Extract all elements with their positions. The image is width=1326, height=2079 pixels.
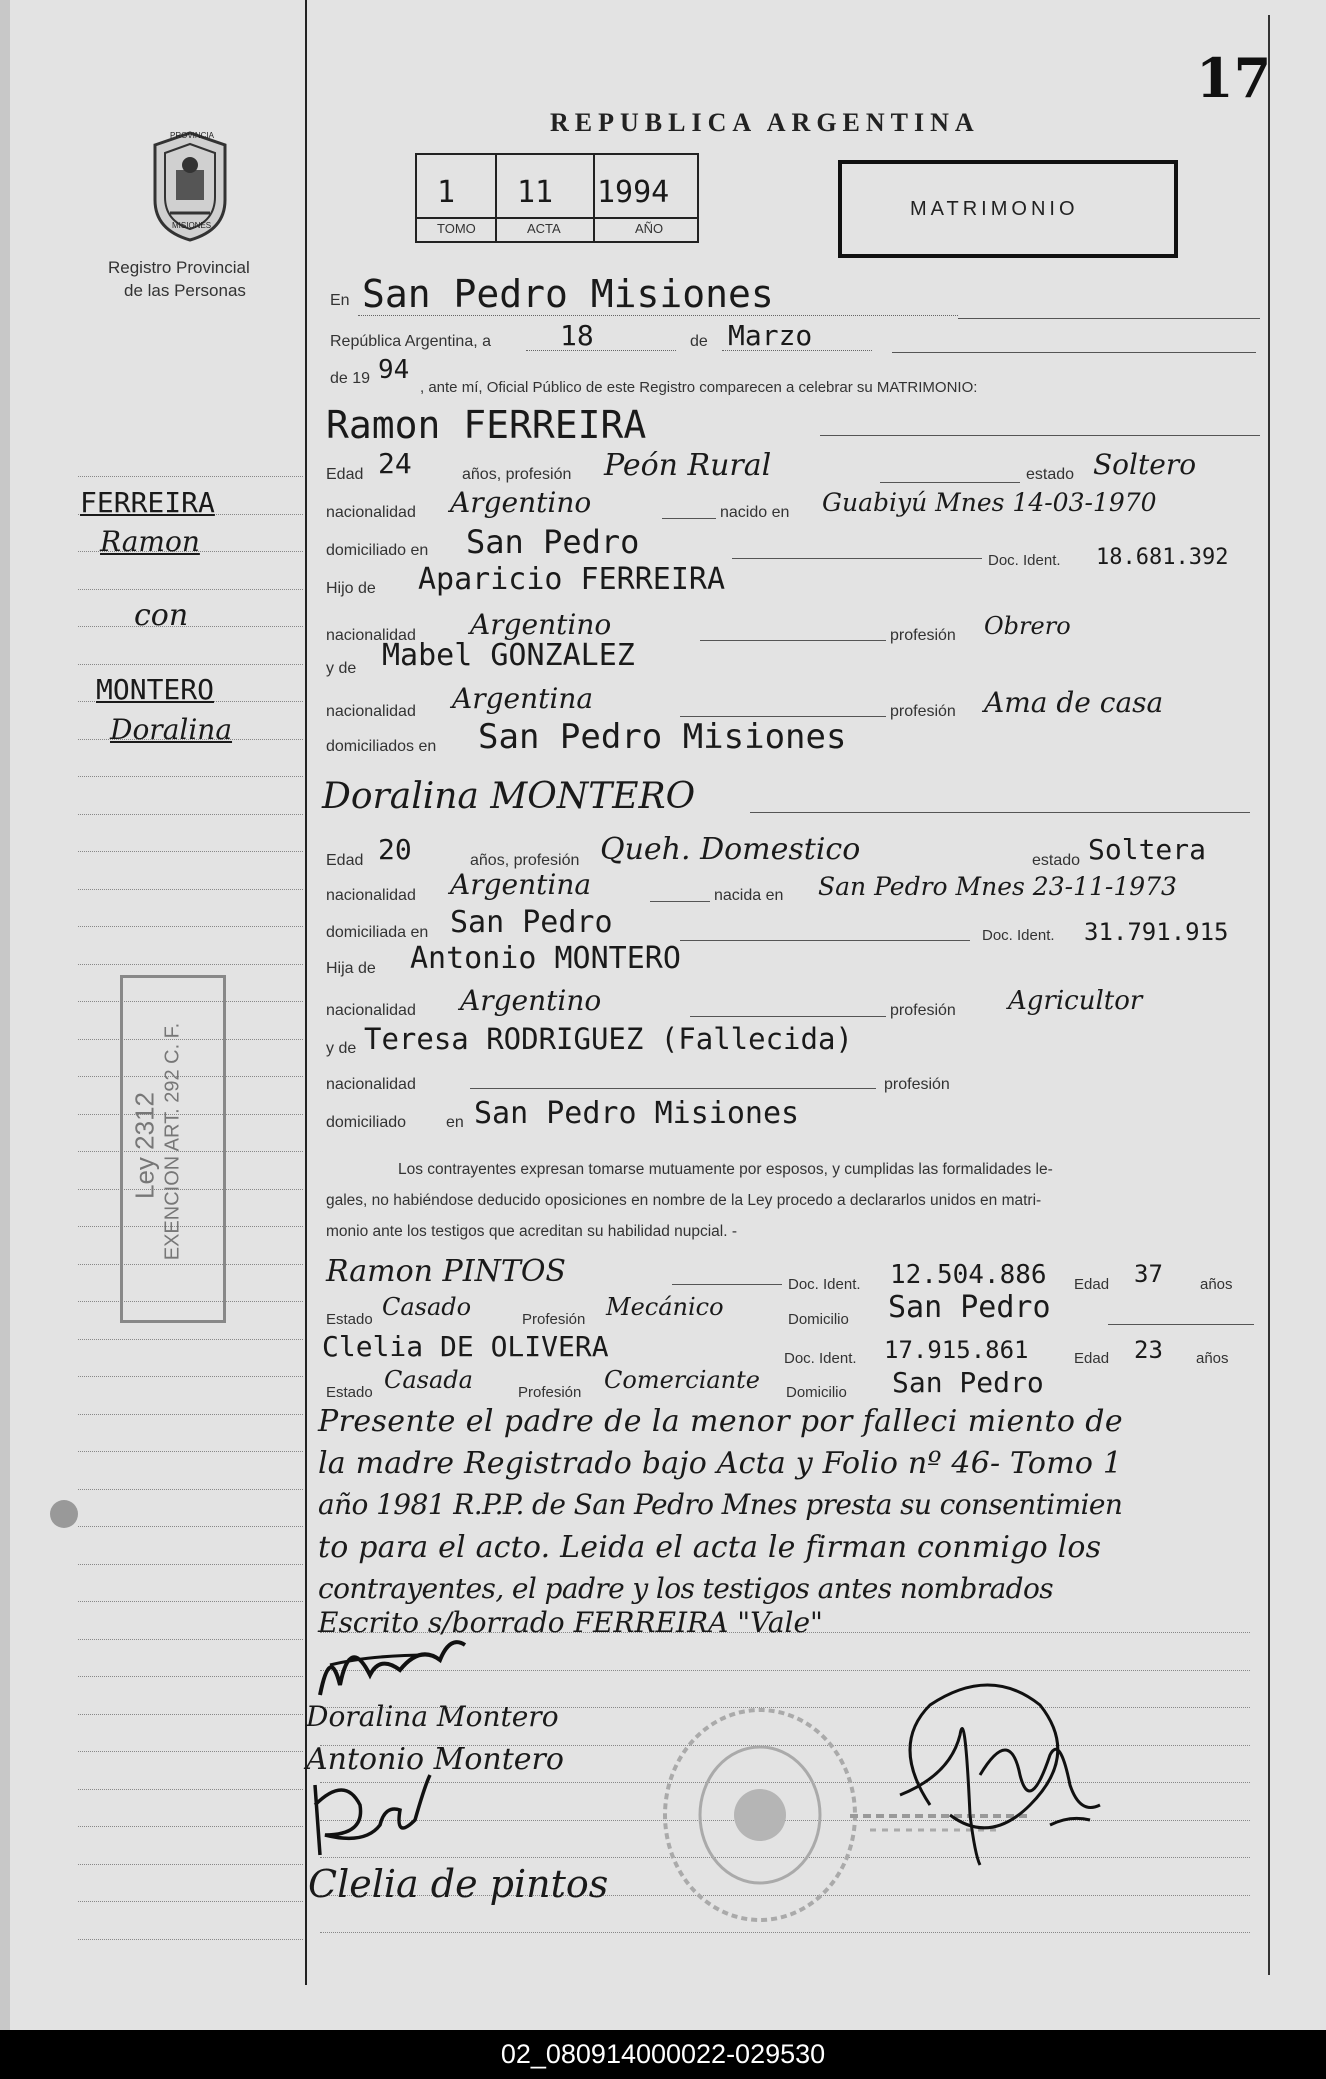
margin-divider	[305, 0, 307, 1985]
witness1-estado-label: Estado	[326, 1311, 373, 1328]
country-heading: REPUBLICA ARGENTINA	[550, 108, 980, 137]
de19-label: de 19	[330, 370, 371, 387]
groom-father-nationality-line	[700, 640, 886, 641]
bride-mother-nationality-line	[470, 1088, 876, 1089]
de-label: de	[690, 333, 708, 350]
note-line-6: Escrito s/borrado FERREIRA "Vale"	[318, 1606, 823, 1639]
witness1-name-line	[672, 1284, 782, 1285]
witness2-age: 23	[1134, 1336, 1163, 1364]
footer-caption: 02_080914000022-029530	[0, 2030, 1326, 2079]
witness2-status: Casada	[384, 1366, 473, 1394]
tomo-label: TOMO	[437, 221, 476, 236]
groom-residence: San Pedro	[466, 523, 640, 561]
margin-guide-line	[78, 1901, 303, 1902]
note-line-2: la madre Registrado bajo Acta y Folio nº 46- Tomo 1	[318, 1446, 1123, 1481]
appear-text: , ante mí, Oficial Público de este Registro comparecen a celebrar su MATRIMONIO:	[420, 379, 978, 396]
margin-guide-line	[78, 889, 303, 890]
bride-edad-label: Edad	[326, 852, 364, 869]
margin-guide-line	[78, 1339, 303, 1340]
margin-guide-line	[78, 664, 303, 665]
bride-mother: Teresa RODRIGUEZ (Fallecida)	[364, 1022, 853, 1056]
bride-status: Soltera	[1088, 833, 1207, 866]
bride-birthplace: San Pedro Mnes 23-11-1973	[818, 872, 1177, 901]
witness1-profession: Mecánico	[606, 1293, 724, 1321]
groom-anos-label: años, profesión	[462, 466, 572, 483]
groom-mother-profession: Ama de casa	[984, 686, 1164, 719]
margin-guide-line	[78, 1601, 303, 1602]
en-label: En	[330, 292, 350, 309]
groom-name: Ramon FERREIRA	[326, 403, 647, 447]
margin-guide-line	[78, 1526, 303, 1527]
month-line-end	[892, 352, 1256, 353]
ano-label: AÑO	[635, 221, 664, 236]
note-line-4: to para el acto. Leida el acta le firman conmigo los	[318, 1530, 1102, 1565]
declaration-line1: Los contrayentes expresan tomarse mutuamente por esposos, y cumplidas las formalidades le-	[398, 1161, 1053, 1178]
hole-punch	[50, 1500, 78, 1528]
groom-yde-label: y de	[326, 660, 357, 677]
groom-profession: Peón Rural	[604, 448, 772, 483]
bride-age: 20	[378, 833, 412, 866]
witness2-profesion-label: Profesión	[518, 1384, 582, 1401]
margin-guide-line	[78, 589, 303, 590]
official-signature	[870, 1665, 1120, 1885]
witness1-age: 37	[1134, 1260, 1163, 1288]
month-line	[722, 350, 872, 351]
exemption-stamp	[120, 975, 226, 1323]
groom-mother: Mabel GONZALEZ	[382, 638, 635, 673]
signature-witness2: Clelia de pintos	[308, 1862, 609, 1906]
record-box	[415, 153, 699, 243]
margin-groom-name: Ramon	[100, 525, 200, 558]
day: 18	[560, 319, 594, 352]
note-line-1: Presente el padre de la menor por falleci miento de	[318, 1404, 1124, 1439]
place: San Pedro Misiones	[362, 272, 774, 316]
bride-estado-label: estado	[1032, 852, 1081, 869]
acta-label: ACTA	[527, 221, 561, 236]
bride-residence-line	[680, 940, 970, 941]
witness1-name: Ramon PINTOS	[326, 1254, 566, 1289]
groom-status: Soltero	[1093, 448, 1197, 481]
margin-guide-line	[78, 1864, 303, 1865]
margin-guide-line	[78, 1826, 303, 1827]
bride-mother-nac-label: nacionalidad	[326, 1076, 416, 1093]
groom-estado-label: estado	[1026, 466, 1075, 483]
bride-nationality-line	[650, 901, 710, 902]
witness1-anos-label: años	[1200, 1276, 1233, 1293]
groom-parents-residence: San Pedro Misiones	[478, 717, 847, 757]
ano-value: 1994	[597, 175, 670, 210]
bride-father-nationality: Argentino	[460, 984, 602, 1017]
margin-guide-line	[78, 851, 303, 852]
body-guide-line	[320, 1932, 1250, 1933]
bride-anos-label: años, profesión	[470, 852, 580, 869]
groom-name-line	[820, 435, 1260, 436]
stamp-law: Ley 2312	[129, 1092, 160, 1199]
margin-guide-line	[78, 1751, 303, 1752]
witness2-residence: San Pedro	[892, 1366, 1044, 1399]
bride-father-nac-label: nacionalidad	[326, 1002, 416, 1019]
margin-bride-name: Doralina	[110, 713, 233, 746]
signature-bride: Doralina Montero	[306, 1700, 559, 1733]
bride-residence: San Pedro	[450, 905, 613, 940]
groom-nationality: Argentino	[450, 486, 592, 519]
margin-guide-line	[78, 1714, 303, 1715]
place-line	[358, 315, 958, 316]
margin-guide-line	[78, 1414, 303, 1415]
groom-father-nationality: Argentino	[470, 608, 612, 641]
groom-dom-label: domiciliado en	[326, 542, 429, 559]
groom-nac-label: nacionalidad	[326, 504, 416, 521]
registry-name-line1: Registro Provincial	[108, 258, 250, 277]
bride-domiciliado-label: domiciliado	[326, 1114, 407, 1131]
groom-birthplace: Guabiyú Mnes 14-03-1970	[822, 488, 1157, 517]
groom-mother-prof-label: profesión	[890, 703, 956, 720]
groom-father-profession: Obrero	[984, 612, 1071, 640]
signature-groom	[310, 1625, 470, 1705]
bride-nacida-label: nacida en	[714, 887, 784, 904]
seal-text-bottom: MISIONES	[172, 221, 212, 230]
day-line	[526, 350, 676, 351]
groom-nationality-line	[662, 518, 716, 519]
bride-father-prof-label: profesión	[890, 1002, 956, 1019]
record-box-divider-1	[495, 155, 497, 241]
bride-nationality: Argentina	[450, 868, 592, 901]
record-type-label: MATRIMONIO	[910, 198, 1079, 220]
witness2-edad-label: Edad	[1074, 1350, 1110, 1367]
groom-father-prof-label: profesión	[890, 627, 956, 644]
witness1-domicilio-label: Domicilio	[788, 1311, 849, 1328]
groom-doc: 18.681.392	[1096, 545, 1229, 570]
right-border	[1268, 15, 1270, 1975]
declaration-line2: gales, no habiéndose deducido oposiciones en nombre de la Ley procedo a declararlos unidos en matri-	[326, 1192, 1042, 1209]
bride-name: Doralina MONTERO	[322, 776, 696, 817]
witness1-edad-label: Edad	[1074, 1276, 1110, 1293]
witness1-doc-label: Doc. Ident.	[788, 1276, 861, 1293]
registry-name-line2: de las Personas	[124, 281, 246, 300]
witness2-estado-label: Estado	[326, 1384, 373, 1401]
witness2-domicilio-label: Domicilio	[786, 1384, 847, 1401]
republica-label: República Argentina, a	[330, 333, 491, 350]
witness2-anos-label: años	[1196, 1350, 1229, 1367]
bride-nac-label: nacionalidad	[326, 887, 416, 904]
note-line-5: contrayentes, el padre y los testigos antes nombrados	[318, 1572, 1054, 1605]
margin-groom-surname: FERREIRA	[80, 486, 215, 519]
bride-dom-label: domiciliada en	[326, 924, 429, 941]
month: Marzo	[728, 319, 813, 352]
margin-con: con	[134, 598, 189, 633]
seal-text-top: PROVINCIA	[170, 131, 215, 140]
signature-witness1	[305, 1765, 445, 1865]
acta-value: 11	[517, 175, 554, 210]
margin-guide-line	[78, 1451, 303, 1452]
record-box-divider-2	[593, 155, 595, 241]
groom-mother-nac-label: nacionalidad	[326, 703, 416, 720]
groom-residence-line	[732, 558, 982, 559]
witness1-profesion-label: Profesión	[522, 1311, 586, 1328]
witness1-status: Casado	[382, 1293, 472, 1321]
groom-nacido-label: nacido en	[720, 504, 790, 521]
bride-father-profession: Agricultor	[1008, 986, 1143, 1016]
groom-father: Aparicio FERREIRA	[418, 562, 726, 597]
groom-mother-nationality: Argentina	[452, 682, 594, 715]
witness2-doc-label: Doc. Ident.	[784, 1350, 857, 1367]
bride-profession: Queh. Domestico	[600, 832, 861, 867]
groom-doms-label: domiciliados en	[326, 738, 437, 755]
record-box-underline	[417, 217, 697, 219]
margin-guide-line	[78, 776, 303, 777]
groom-edad-label: Edad	[326, 466, 364, 483]
bride-hija-label: Hija de	[326, 960, 376, 977]
margin-guide-line	[78, 964, 303, 965]
margin-guide-line	[78, 814, 303, 815]
bride-en-label: en	[446, 1114, 464, 1131]
margin-guide-line	[78, 476, 303, 477]
margin-guide-line	[78, 1676, 303, 1677]
witness2-doc: 17.915.861	[884, 1336, 1029, 1364]
witness2-name: Clelia DE OLIVERA	[322, 1330, 609, 1363]
margin-bride-surname: MONTERO	[96, 673, 215, 706]
record-type-box	[838, 160, 1178, 258]
margin-guide-line	[78, 1376, 303, 1377]
left-binding	[0, 0, 10, 2030]
bride-father: Antonio MONTERO	[410, 941, 681, 976]
groom-hijo-label: Hijo de	[326, 580, 376, 597]
note-line-3: año 1981 R.P.P. de San Pedro Mnes presta su consentimien	[318, 1488, 1123, 1521]
declaration-line3: monio ante los testigos que acreditan su habilidad nupcial. -	[326, 1223, 738, 1240]
page-number: 17	[1196, 46, 1272, 110]
place-line-end	[958, 318, 1260, 319]
margin-guide-line	[78, 1939, 303, 1940]
margin-guide-line	[78, 626, 303, 627]
bride-doc-label: Doc. Ident.	[982, 927, 1055, 944]
bride-yde-label: y de	[326, 1040, 357, 1057]
margin-guide-line	[78, 1564, 303, 1565]
margin-guide-line	[78, 926, 303, 927]
margin-guide-line	[78, 1639, 303, 1640]
groom-profession-line	[880, 482, 1020, 483]
groom-age: 24	[378, 447, 412, 480]
bride-father-nationality-line	[690, 1016, 886, 1017]
bride-name-line	[750, 812, 1250, 813]
official-seal-icon	[660, 1705, 860, 1925]
groom-father-nac-label: nacionalidad	[326, 627, 416, 644]
bride-parents-residence: San Pedro Misiones	[474, 1096, 800, 1131]
margin-guide-line	[78, 1489, 303, 1490]
witness1-residence: San Pedro	[888, 1290, 1051, 1325]
bride-doc: 31.791.915	[1084, 918, 1229, 946]
bride-mother-prof-label: profesión	[884, 1076, 950, 1093]
stamp-exemption: EXENCION ART. 292 C. F.	[161, 1022, 184, 1261]
tomo-value: 1	[437, 175, 456, 210]
witness2-profession: Comerciante	[604, 1366, 760, 1394]
signature-bride-father: Antonio Montero	[306, 1742, 564, 1777]
year-suffix: 94	[378, 355, 410, 385]
witness1-doc: 12.504.886	[890, 1260, 1047, 1290]
margin-guide-line	[78, 1789, 303, 1790]
groom-doc-label: Doc. Ident.	[988, 552, 1061, 569]
witness1-residence-line	[1108, 1324, 1254, 1325]
